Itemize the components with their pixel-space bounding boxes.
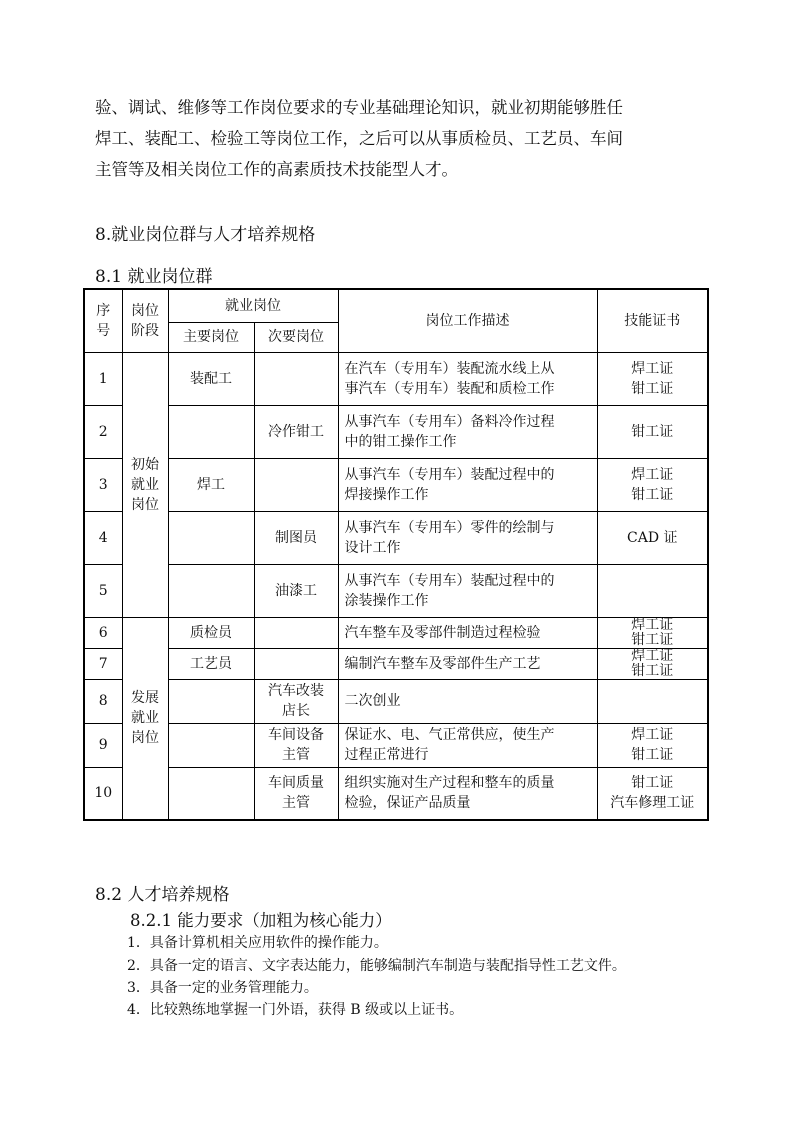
cell-seq: 1 xyxy=(84,352,122,405)
cell-secondary-job xyxy=(254,458,338,511)
cell-description: 二次创业 xyxy=(338,679,597,723)
cell-description: 从事汽车（专用车）装配过程中的 焊接操作工作 xyxy=(338,458,597,511)
cell-main-job: 焊工 xyxy=(168,458,254,511)
section-8-2-1-title: 8.2.1 能力要求（加粗为核心能力） xyxy=(130,911,392,930)
cell-description: 从事汽车（专用车）装配过程中的 涂装操作工作 xyxy=(338,564,597,617)
table-row xyxy=(84,617,708,648)
section-8-2-title: 8.2 人才培养规格 xyxy=(95,885,230,905)
cell-description: 编制汽车整车及零部件生产工艺 xyxy=(338,648,597,679)
cell-seq: 6 xyxy=(84,617,122,648)
cell-stage-initial: 初始 就业 岗位 xyxy=(122,352,168,617)
header-job-group: 就业岗位 xyxy=(168,289,338,322)
cell-certificate: 钳工证 xyxy=(597,405,708,458)
cell-secondary-job: 车间设备 主管 xyxy=(254,723,338,767)
cell-certificate: 焊工证 钳工证 xyxy=(597,648,708,679)
cell-seq: 9 xyxy=(84,723,122,767)
cell-main-job: 装配工 xyxy=(168,352,254,405)
cell-main-job xyxy=(168,767,254,820)
ability-item: 3．具备一定的业务管理能力。 xyxy=(127,980,318,996)
ability-item: 2．具备一定的语言、文字表达能力，能够编制汽车制造与装配指导性工艺文件。 xyxy=(127,958,626,974)
table-row xyxy=(84,458,708,511)
section-8-title: 8.就业岗位群与人才培养规格 xyxy=(95,225,316,245)
table-row xyxy=(84,648,708,679)
job-group-table-wrap xyxy=(83,288,709,821)
cell-certificate: 焊工证 钳工证 xyxy=(597,352,708,405)
cell-description: 从事汽车（专用车）备料冷作过程 中的钳工操作工作 xyxy=(338,405,597,458)
ability-item: 4．比较熟练地掌握一门外语，获得 B 级或以上证书。 xyxy=(127,1002,464,1018)
cell-seq: 8 xyxy=(84,679,122,723)
cell-main-job xyxy=(168,679,254,723)
table-row xyxy=(84,564,708,617)
cell-certificate: 焊工证 钳工证 xyxy=(597,723,708,767)
cell-secondary-job: 油漆工 xyxy=(254,564,338,617)
cell-description: 保证水、电、气正常供应，使生产 过程正常进行 xyxy=(338,723,597,767)
job-group-table xyxy=(83,288,709,821)
cell-description: 汽车整车及零部件制造过程检验 xyxy=(338,617,597,648)
cell-certificate xyxy=(597,679,708,723)
cell-main-job xyxy=(168,564,254,617)
ability-item: 1．具备计算机相关应用软件的操作能力。 xyxy=(127,935,388,951)
table-row xyxy=(84,405,708,458)
cell-main-job xyxy=(168,723,254,767)
cell-description: 组织实施对生产过程和整车的质量 检验，保证产品质量 xyxy=(338,767,597,820)
cell-certificate: CAD 证 xyxy=(597,511,708,564)
cell-secondary-job: 车间质量 主管 xyxy=(254,767,338,820)
cell-secondary-job xyxy=(254,352,338,405)
cell-certificate: 焊工证 钳工证 xyxy=(597,617,708,648)
cell-seq: 4 xyxy=(84,511,122,564)
cell-seq: 7 xyxy=(84,648,122,679)
header-certificate: 技能证书 xyxy=(597,289,708,352)
header-seq: 序 号 xyxy=(84,289,122,352)
header-secondary-job: 次要岗位 xyxy=(254,322,338,352)
cell-secondary-job: 冷作钳工 xyxy=(254,405,338,458)
cell-description: 在汽车（专用车）装配流水线上从 事汽车（专用车）装配和质检工作 xyxy=(338,352,597,405)
table-row xyxy=(84,511,708,564)
cell-seq: 2 xyxy=(84,405,122,458)
table-row xyxy=(84,723,708,767)
table-row xyxy=(84,352,708,405)
cell-description: 从事汽车（专用车）零件的绘制与 设计工作 xyxy=(338,511,597,564)
cell-stage-development: 发展 就业 岗位 xyxy=(122,617,168,820)
header-main-job: 主要岗位 xyxy=(168,322,254,352)
header-stage: 岗位 阶段 xyxy=(122,289,168,352)
cell-certificate: 焊工证 钳工证 xyxy=(597,458,708,511)
cell-secondary-job xyxy=(254,648,338,679)
table-row xyxy=(84,767,708,820)
cell-certificate xyxy=(597,564,708,617)
section-8-1-title: 8.1 就业岗位群 xyxy=(95,267,213,287)
intro-line: 验、调试、维修等工作岗位要求的专业基础理论知识，就业初期能够胜任 xyxy=(95,98,623,117)
cell-main-job xyxy=(168,405,254,458)
cell-secondary-job: 制图员 xyxy=(254,511,338,564)
cell-secondary-job xyxy=(254,617,338,648)
cell-main-job xyxy=(168,511,254,564)
table-row xyxy=(84,679,708,723)
cell-seq: 3 xyxy=(84,458,122,511)
cell-main-job: 工艺员 xyxy=(168,648,254,679)
cell-secondary-job: 汽车改装 店长 xyxy=(254,679,338,723)
cell-main-job: 质检员 xyxy=(168,617,254,648)
intro-line: 主管等及相关岗位工作的高素质技术技能型人才。 xyxy=(95,160,458,179)
cell-certificate: 钳工证 汽车修理工证 xyxy=(597,767,708,820)
intro-line: 焊工、装配工、检验工等岗位工作，之后可以从事质检员、工艺员、车间 xyxy=(95,129,623,148)
intro-paragraph xyxy=(95,92,705,185)
cell-seq: 10 xyxy=(84,767,122,820)
cell-seq: 5 xyxy=(84,564,122,617)
header-description: 岗位工作描述 xyxy=(338,289,597,352)
